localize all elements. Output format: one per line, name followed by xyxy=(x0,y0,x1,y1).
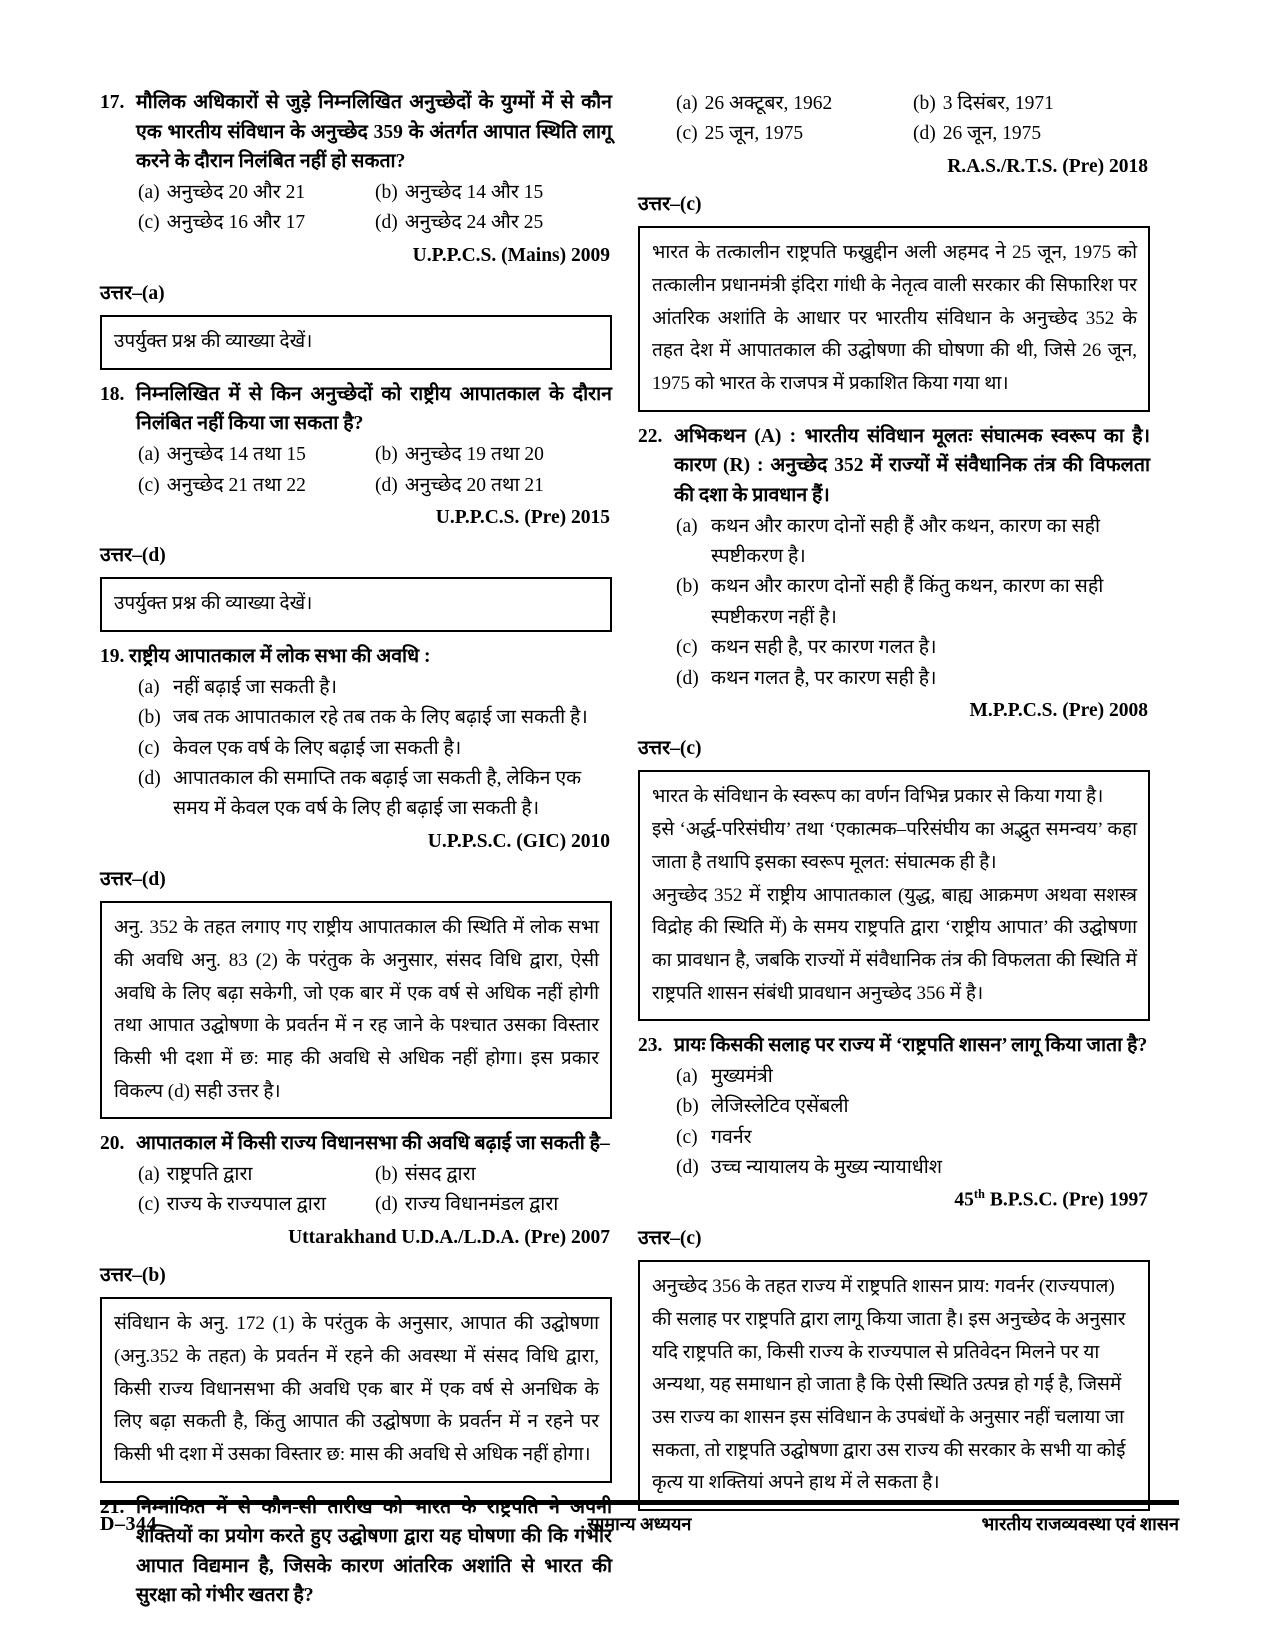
option-c[interactable] xyxy=(138,471,375,501)
question-text: अभिकथन (A) : भारतीय संविधान मूलतः संघात्मक स्वरूप का है। कारण (R) : अनुच्छेद 352 में राज्यों में संवैधानिक तंत्र की विफलता की दशा के प्रावधान हैं। xyxy=(674,425,1150,506)
option-d[interactable] xyxy=(676,664,1150,694)
question-heading xyxy=(638,1031,1150,1061)
option-d[interactable] xyxy=(676,1153,1150,1183)
option-text: 26 अक्टूबर, 1962 xyxy=(704,93,833,114)
option-label: (a) xyxy=(138,1163,160,1185)
option-text: केवल एक वर्ष के लिए बढ़ाई जा सकती है। xyxy=(173,737,462,759)
option-label: (d) xyxy=(375,1194,398,1216)
option-a[interactable] xyxy=(138,178,375,208)
exam-source: Uttarakhand U.D.A./L.D.A. (Pre) 2007 xyxy=(288,1226,610,1248)
option-c[interactable] xyxy=(138,734,612,764)
option-text: जब तक आपातकाल रहे तब तक के लिए बढ़ाई जा सकती है। xyxy=(173,707,588,729)
option-b[interactable] xyxy=(375,178,612,208)
question-heading xyxy=(638,422,1150,511)
option-label: (c) xyxy=(676,1126,698,1148)
question-text: राष्ट्रीय आपातकाल में लोक सभा की अवधि : xyxy=(129,646,431,668)
exam-source xyxy=(638,1183,1150,1215)
option-label: (a) xyxy=(138,676,160,698)
option-text: अनुच्छेद 21 तथा 22 xyxy=(166,474,306,496)
answer-label: उत्तर–(d) xyxy=(100,869,166,890)
explanation-paragraph: भारत के संविधान के स्वरूप का वर्णन विभिन्न प्रकार से किया गया है। xyxy=(652,786,1104,808)
question-block-21-continued xyxy=(638,89,1150,412)
option-label: (b) xyxy=(676,576,699,598)
question-number: 21. xyxy=(100,1496,125,1518)
answer-label: उत्तर–(c) xyxy=(638,194,702,216)
question-number: 19. xyxy=(100,646,125,668)
question-block-19 xyxy=(100,642,612,1119)
option-list xyxy=(100,673,612,825)
exam-source: U.P.P.C.S. (Mains) 2009 xyxy=(412,244,610,266)
option-text: मुख्यमंत्री xyxy=(711,1065,773,1087)
option-label: (d) xyxy=(676,1157,699,1179)
option-text: 25 जून, 1975 xyxy=(704,123,804,145)
option-c[interactable] xyxy=(676,1123,1150,1153)
explanation-box xyxy=(638,226,1150,411)
option-b[interactable] xyxy=(913,89,1150,119)
option-label: (b) xyxy=(913,93,936,114)
option-c[interactable] xyxy=(138,1190,375,1220)
option-text: 3 दिसंबर, 1971 xyxy=(942,93,1054,114)
option-b[interactable] xyxy=(375,1160,612,1190)
option-d[interactable] xyxy=(375,208,612,238)
option-label: (c) xyxy=(676,637,698,659)
option-label: (c) xyxy=(138,1194,160,1216)
option-c[interactable] xyxy=(676,633,1150,663)
option-a[interactable] xyxy=(138,440,375,470)
option-label: (b) xyxy=(375,181,398,203)
option-a[interactable] xyxy=(138,673,612,703)
footer-page-code: D–344 xyxy=(100,1513,157,1535)
option-a[interactable] xyxy=(676,512,1150,573)
option-label: (b) xyxy=(375,444,398,466)
option-label: (d) xyxy=(375,212,398,234)
option-b[interactable] xyxy=(138,703,612,733)
option-label: (b) xyxy=(375,1163,398,1185)
question-text: आपातकाल में किसी राज्य विधानसभा की अवधि बढ़ाई जा सकती है– xyxy=(136,1133,610,1155)
question-text: निम्नांकित में से कौन-सी तारीख को भारत के राष्ट्रपति ने अपनी शक्तियों का प्रयोग करते हुए उद्घोषणा द्वारा यह घोषणा की कि गंभीर आपात विद्यमान है, जिसके कारण आंतरिक अशांति से भारत की सुरक्षा को गंभीर खतरा है? xyxy=(136,1496,612,1607)
option-b[interactable] xyxy=(375,440,612,470)
option-text: कथन सही है, पर कारण गलत है। xyxy=(711,637,937,659)
explanation-box xyxy=(638,770,1150,1021)
option-c[interactable] xyxy=(138,208,375,238)
explanation-box xyxy=(100,315,612,370)
explanation-paragraph: अनु. 352 के तहत लगाए गए राष्ट्रीय आपातकाल की स्थिति में लोक सभा की अवधि अनु. 83 (2) के परंतुक के अनुसार, संसद विधि द्वारा, ऐसी अवधि के लिए बढ़ा सकेगी, जो एक बार में एक वर्ष से अधिक नहीं होगी तथा आपात उद्घोषणा के प्रवर्तन में न रह जाने के पश्चात उसका विस्तार किसी भी दशा में छ: माह की अवधि से अधिक नहीं होगा। इस प्रकार विकल्प (d) सही उत्तर है। xyxy=(114,917,599,1102)
footer-divider xyxy=(100,1500,1179,1505)
option-list xyxy=(638,512,1150,694)
option-label: (a) xyxy=(676,515,698,537)
option-text: कथन गलत है, पर कारण सही है। xyxy=(711,667,937,689)
option-d[interactable] xyxy=(375,1190,612,1220)
option-b[interactable] xyxy=(676,1092,1150,1122)
exam-source: M.P.P.C.S. (Pre) 2008 xyxy=(969,699,1148,721)
exam-source-number: 45 xyxy=(954,1189,974,1211)
explanation-paragraph: अनुच्छेद 352 में राष्ट्रीय आपातकाल (युद्ध, बाह्य आक्रमण अथवा सशस्त्र विद्रोह की स्थिति में) के समय राष्ट्रपति द्वारा ‘राष्ट्रीय आपात’ की उद्घोषणा का प्रावधान है, जबकि राज्यों में संवैधानिक तंत्र की विफलता की स्थिति में राष्ट्रपति शासन संबंधी प्रावधान अनुच्छेद 356 में है। xyxy=(652,884,1137,1004)
option-text: उच्च न्यायालय के मुख्य न्यायाधीश xyxy=(711,1157,943,1179)
question-heading xyxy=(100,88,612,177)
option-list xyxy=(100,440,612,501)
question-block-21 xyxy=(100,1493,612,1612)
explanation-paragraph: इसे ‘अर्द्ध-परिसंघीय’ तथा ‘एकात्मक–परिसंघीय का अद्भुत समन्वय’ कहा जाता है तथापि इसका स्वरूप मूलत: संघात्मक ही है। xyxy=(652,819,1137,873)
option-label: (a) xyxy=(676,1065,698,1087)
option-label: (d) xyxy=(676,667,699,689)
option-b[interactable] xyxy=(676,572,1150,633)
option-text: राष्ट्रपति द्वारा xyxy=(166,1163,253,1185)
exam-source-rest: B.P.S.C. (Pre) 1997 xyxy=(984,1189,1148,1211)
answer-label: उत्तर–(b) xyxy=(100,1264,166,1286)
answer-label: उत्तर–(d) xyxy=(100,545,166,567)
option-label: (a) xyxy=(138,444,160,466)
question-number: 17. xyxy=(100,92,125,113)
exam-source: U.P.P.C.S. (Pre) 2015 xyxy=(435,506,610,528)
option-text: अनुच्छेद 14 तथा 15 xyxy=(166,444,306,466)
right-column xyxy=(638,88,1150,1494)
option-d[interactable] xyxy=(375,471,612,501)
answer-label: उत्तर–(c) xyxy=(638,738,702,760)
option-text: गवर्नर xyxy=(711,1126,752,1148)
explanation-paragraph: उपर्युक्त प्रश्न की व्याख्या देखें। xyxy=(114,331,313,353)
option-a[interactable] xyxy=(138,1160,375,1190)
footer-chapter: भारतीय राजव्यवस्था एवं शासन xyxy=(981,1514,1179,1534)
option-text: नहीं बढ़ाई जा सकती है। xyxy=(173,676,338,698)
exam-source-ordinal: th xyxy=(973,1187,985,1202)
option-label: (c) xyxy=(138,737,160,759)
explanation-paragraph: अनुच्छेद 356 के तहत राज्य में राष्ट्रपति शासन प्राय: गवर्नर (राज्यपाल) की सलाह पर राष्ट्रपति द्वारा लागू किया जाता है। इस अनुच्छेद के अनुसार यदि राष्ट्रपति का, किसी राज्य के राज्यपाल से प्रतिवेदन मिलने पर या अन्यथा, यह समाधान हो जाता है कि ऐसी स्थिति उत्पन्न हो गई है, जिसमें उस राज्य का शासन इस संविधान के उपबंधों के अनुसार नहीं चलाया जा सकता, तो राष्ट्रपति उद्घोषणा द्वारा उस राज्य की सरकार के सभी या कोई कृत्य या शक्तियां अपने हाथ में ले सकता है। xyxy=(652,1276,1126,1494)
page-footer xyxy=(100,1512,1179,1536)
question-number: 18. xyxy=(100,383,125,405)
option-label: (a) xyxy=(676,93,698,114)
option-text: अनुच्छेद 24 और 25 xyxy=(404,212,544,234)
option-list xyxy=(100,178,612,239)
option-label: (c) xyxy=(676,123,698,145)
option-a[interactable] xyxy=(676,89,913,119)
question-block-22 xyxy=(638,422,1150,1022)
question-block-23 xyxy=(638,1031,1150,1511)
option-text: अनुच्छेद 20 तथा 21 xyxy=(404,474,544,496)
explanation-box xyxy=(100,1297,612,1482)
question-block-17 xyxy=(100,88,612,370)
option-d[interactable] xyxy=(913,119,1150,149)
explanation-box xyxy=(100,901,612,1119)
exam-source: R.A.S./R.T.S. (Pre) 2018 xyxy=(947,155,1148,177)
option-a[interactable] xyxy=(676,1062,1150,1092)
answer-label: उत्तर–(a) xyxy=(100,282,165,304)
question-text: प्रायः किसकी सलाह पर राज्य में ‘राष्ट्रपति शासन’ लागू किया जाता है? xyxy=(674,1035,1148,1057)
option-label: (b) xyxy=(676,1096,699,1118)
option-label: (d) xyxy=(138,767,161,789)
question-number: 22. xyxy=(638,425,663,447)
question-number: 20. xyxy=(100,1133,125,1155)
question-heading xyxy=(100,380,612,439)
option-label: (d) xyxy=(375,474,398,496)
question-heading xyxy=(100,1129,612,1159)
option-text: राज्य के राज्यपाल द्वारा xyxy=(166,1194,326,1216)
question-text: मौलिक अधिकारों से जुड़े निम्नलिखित अनुच्छेदों के युग्मों में से कौन एक भारतीय संविधान के अनुच्छेद 359 के अंतर्गत आपात स्थिति लागू करने के दौरान निलंबित नहीं हो सकता? xyxy=(136,92,612,173)
question-text: निम्नलिखित में से किन अनुच्छेदों को राष्ट्रीय आपातकाल के दौरान निलंबित नहीं किया जा सकता है? xyxy=(136,383,612,435)
explanation-box xyxy=(638,1260,1150,1511)
question-heading xyxy=(100,1493,612,1612)
explanation-paragraph: संविधान के अनु. 172 (1) के परंतुक के अनुसार, आपात की उद्घोषणा (अनु.352 के तहत) के प्रवर्तन में रहने की अवस्था में संसद विधि द्वारा, किसी राज्य विधानसभा की अवधि एक बार में एक वर्ष से अनधिक के लिए बढ़ा सकती है, किंतु आपात की उद्घोषणा के प्रवर्तन में न रहने पर किसी भी दशा में उसका विस्तार छ: मास की अवधि से अधिक नहीं होगा। xyxy=(114,1313,599,1465)
question-heading xyxy=(100,642,612,672)
option-list xyxy=(638,89,1150,150)
option-text: अनुच्छेद 19 तथा 20 xyxy=(404,444,544,466)
option-text: लेजिस्लेटिव एसेंबली xyxy=(711,1096,849,1118)
option-text: अनुच्छेद 20 और 21 xyxy=(166,181,306,203)
option-text: राज्य विधानमंडल द्वारा xyxy=(404,1194,559,1216)
option-list xyxy=(638,1062,1150,1184)
option-c[interactable] xyxy=(676,119,913,149)
option-text: कथन और कारण दोनों सही हैं किंतु कथन, कारण का सही स्पष्टीकरण नहीं है। xyxy=(711,576,1104,628)
option-label: (d) xyxy=(913,123,936,145)
option-list xyxy=(100,1160,612,1221)
option-label: (c) xyxy=(138,474,160,496)
footer-subject: सामान्य अध्ययन xyxy=(587,1514,692,1534)
option-d[interactable] xyxy=(138,764,612,825)
option-text: अनुच्छेद 16 और 17 xyxy=(166,212,306,234)
question-block-18 xyxy=(100,380,612,632)
question-number: 23. xyxy=(638,1035,663,1057)
option-text: अनुच्छेद 14 और 15 xyxy=(404,181,544,203)
option-text: कथन और कारण दोनों सही हैं और कथन, कारण का सही स्पष्टीकरण है। xyxy=(711,515,1101,567)
option-text: संसद द्वारा xyxy=(404,1163,476,1185)
option-label: (b) xyxy=(138,707,161,729)
option-text: 26 जून, 1975 xyxy=(942,123,1042,145)
explanation-paragraph: भारत के तत्कालीन राष्ट्रपति फख्रुद्दीन अली अहमद ने 25 जून, 1975 को तत्कालीन प्रधानमंत्री इंदिरा गांधी के नेतृत्व वाली सरकार की सिफारिश पर आंतरिक अशांति के आधार पर भारतीय संविधान के अनुच्छेद 352 के तहत देश में आपातकाल की उद्घोषणा की घोषणा की थी, जिसे 26 जून, 1975 को भारत के राजपत्र में प्रकाशित किया गया था। xyxy=(652,242,1137,394)
option-text: आपातकाल की समाप्ति तक बढ़ाई जा सकती है, लेकिन एक समय में केवल एक वर्ष के लिए ही बढ़ाई जा सकती है। xyxy=(173,767,582,820)
question-block-20 xyxy=(100,1129,612,1482)
exam-source: U.P.P.S.C. (GIC) 2010 xyxy=(427,830,610,852)
answer-label: उत्तर–(c) xyxy=(638,1228,702,1250)
explanation-box xyxy=(100,577,612,632)
option-label: (c) xyxy=(138,212,160,234)
explanation-paragraph: उपर्युक्त प्रश्न की व्याख्या देखें। xyxy=(114,593,313,615)
option-label: (a) xyxy=(138,181,160,203)
